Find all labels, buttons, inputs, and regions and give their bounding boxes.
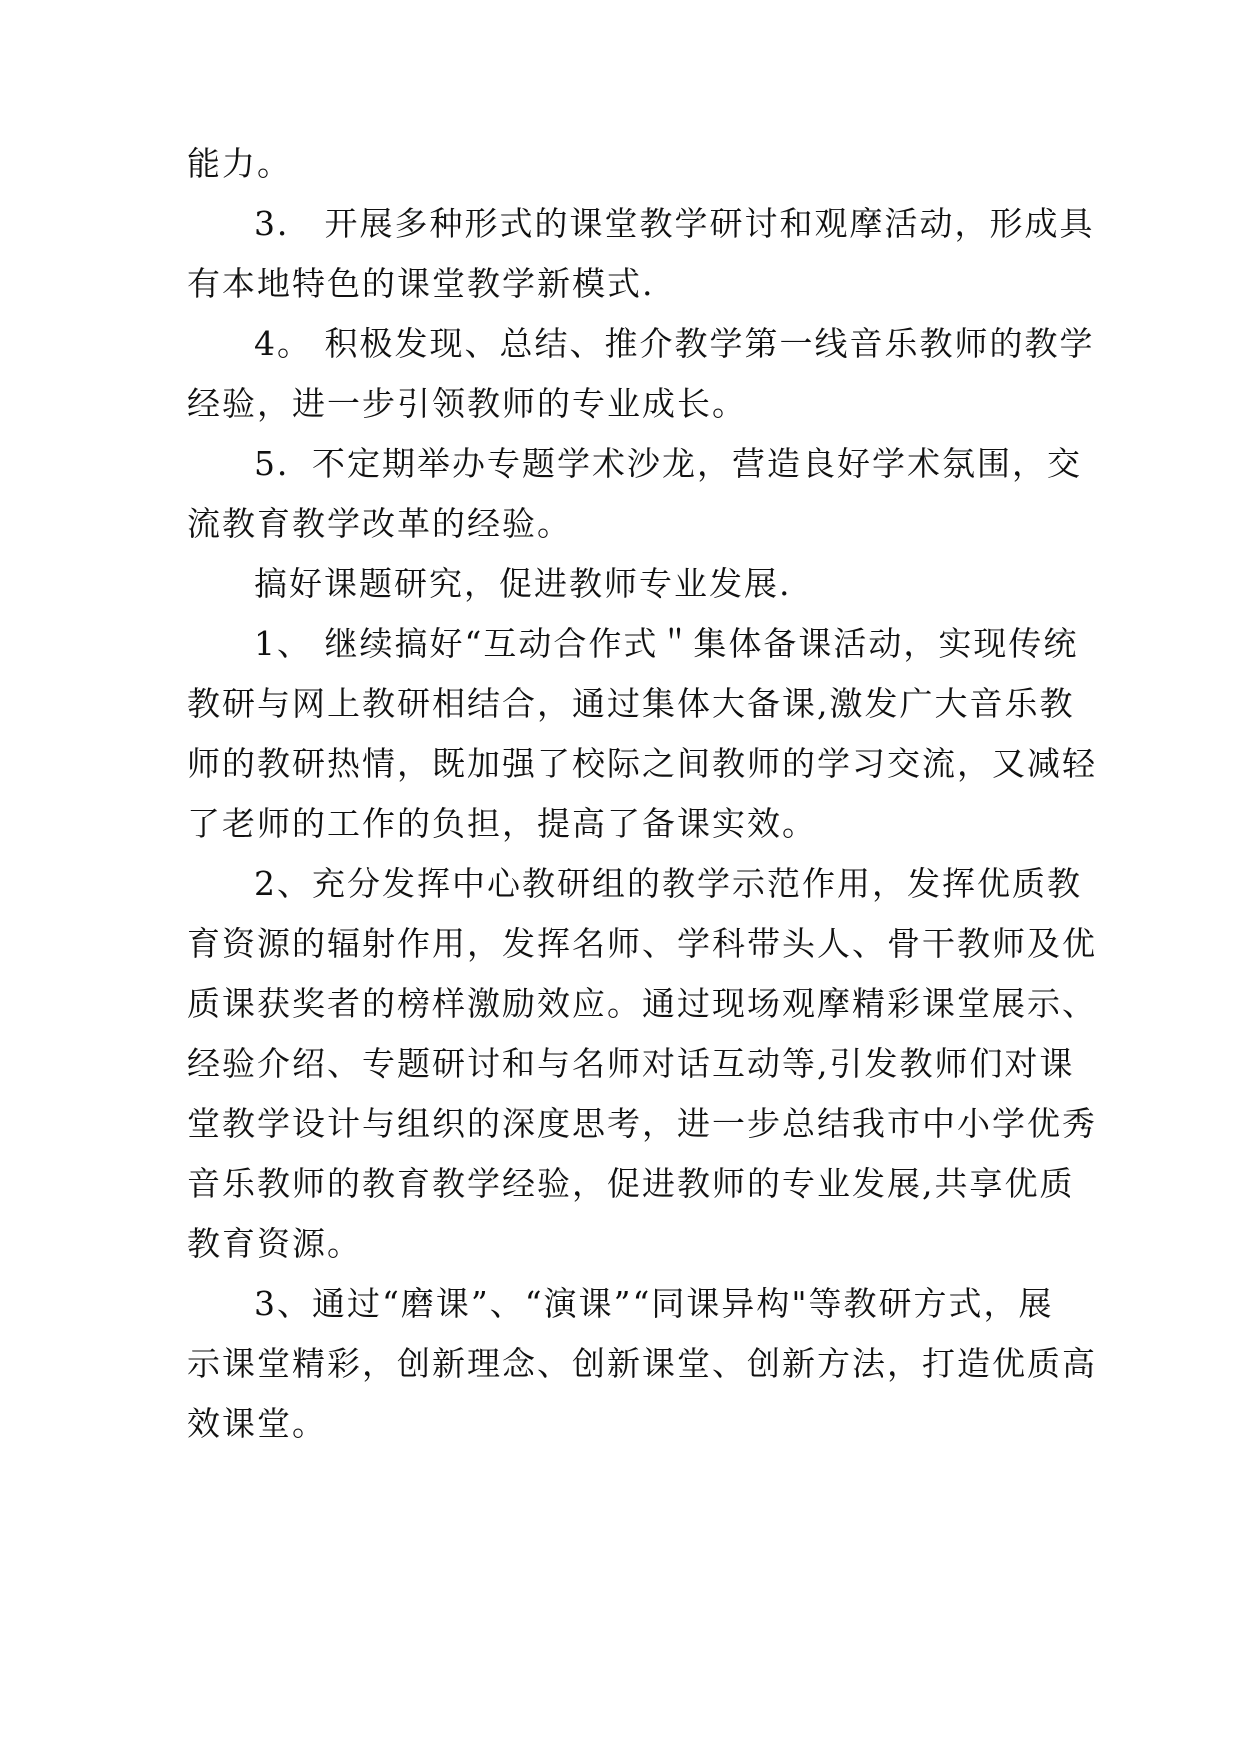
text-line: 师的教研热情，既加强了校际之间教师的学习交流，又减轻 <box>187 744 1097 783</box>
section-heading: 搞好课题研究，促进教师专业发展. <box>254 564 792 603</box>
text-line: 教育资源。 <box>187 1224 362 1263</box>
text-line: 有本地特色的课堂教学新模式. <box>187 264 655 303</box>
text-line: 示课堂精彩，创新理念、创新课堂、创新方法，打造优质高 <box>187 1344 1097 1383</box>
text-line: 教研与网上教研相结合，通过集体大备课,激发广大音乐教 <box>187 684 1075 723</box>
text-line: 3、通过“磨课”、“演课”“同课异构"等教研方式，展 <box>254 1284 1054 1323</box>
text-line: 3． 开展多种形式的课堂教学研讨和观摩活动，形成具 <box>254 204 1095 243</box>
text-line: 经验，进一步引领教师的专业成长。 <box>187 384 747 423</box>
text-line: 经验介绍、专题研讨和与名师对话互动等,引发教师们对课 <box>187 1044 1075 1083</box>
text-line: 育资源的辐射作用，发挥名师、学科带头人、骨干教师及优 <box>187 924 1097 963</box>
text-line: 流教育教学改革的经验。 <box>187 504 572 543</box>
text-line: 5．不定期举办专题学术沙龙，营造良好学术氛围，交 <box>254 444 1082 483</box>
text-line: 音乐教师的教育教学经验，促进教师的专业发展,共享优质 <box>187 1164 1075 1203</box>
text-line: 堂教学设计与组织的深度思考，进一步总结我市中小学优秀 <box>187 1104 1097 1143</box>
text-line: 了老师的工作的负担，提高了备课实效。 <box>187 804 817 843</box>
text-line: 能力。 <box>187 144 292 183</box>
text-line: 4。 积极发现、总结、推介教学第一线音乐教师的教学 <box>254 324 1095 363</box>
text-line: 2、充分发挥中心教研组的教学示范作用，发挥优质教 <box>254 864 1082 903</box>
text-line: 质课获奖者的榜样激励效应。通过现场观摩精彩课堂展示、 <box>187 984 1097 1023</box>
text-line: 效课堂。 <box>187 1404 327 1443</box>
text-line: 1、 继续搞好“互动合作式＂集体备课活动，实现传统 <box>254 624 1079 663</box>
